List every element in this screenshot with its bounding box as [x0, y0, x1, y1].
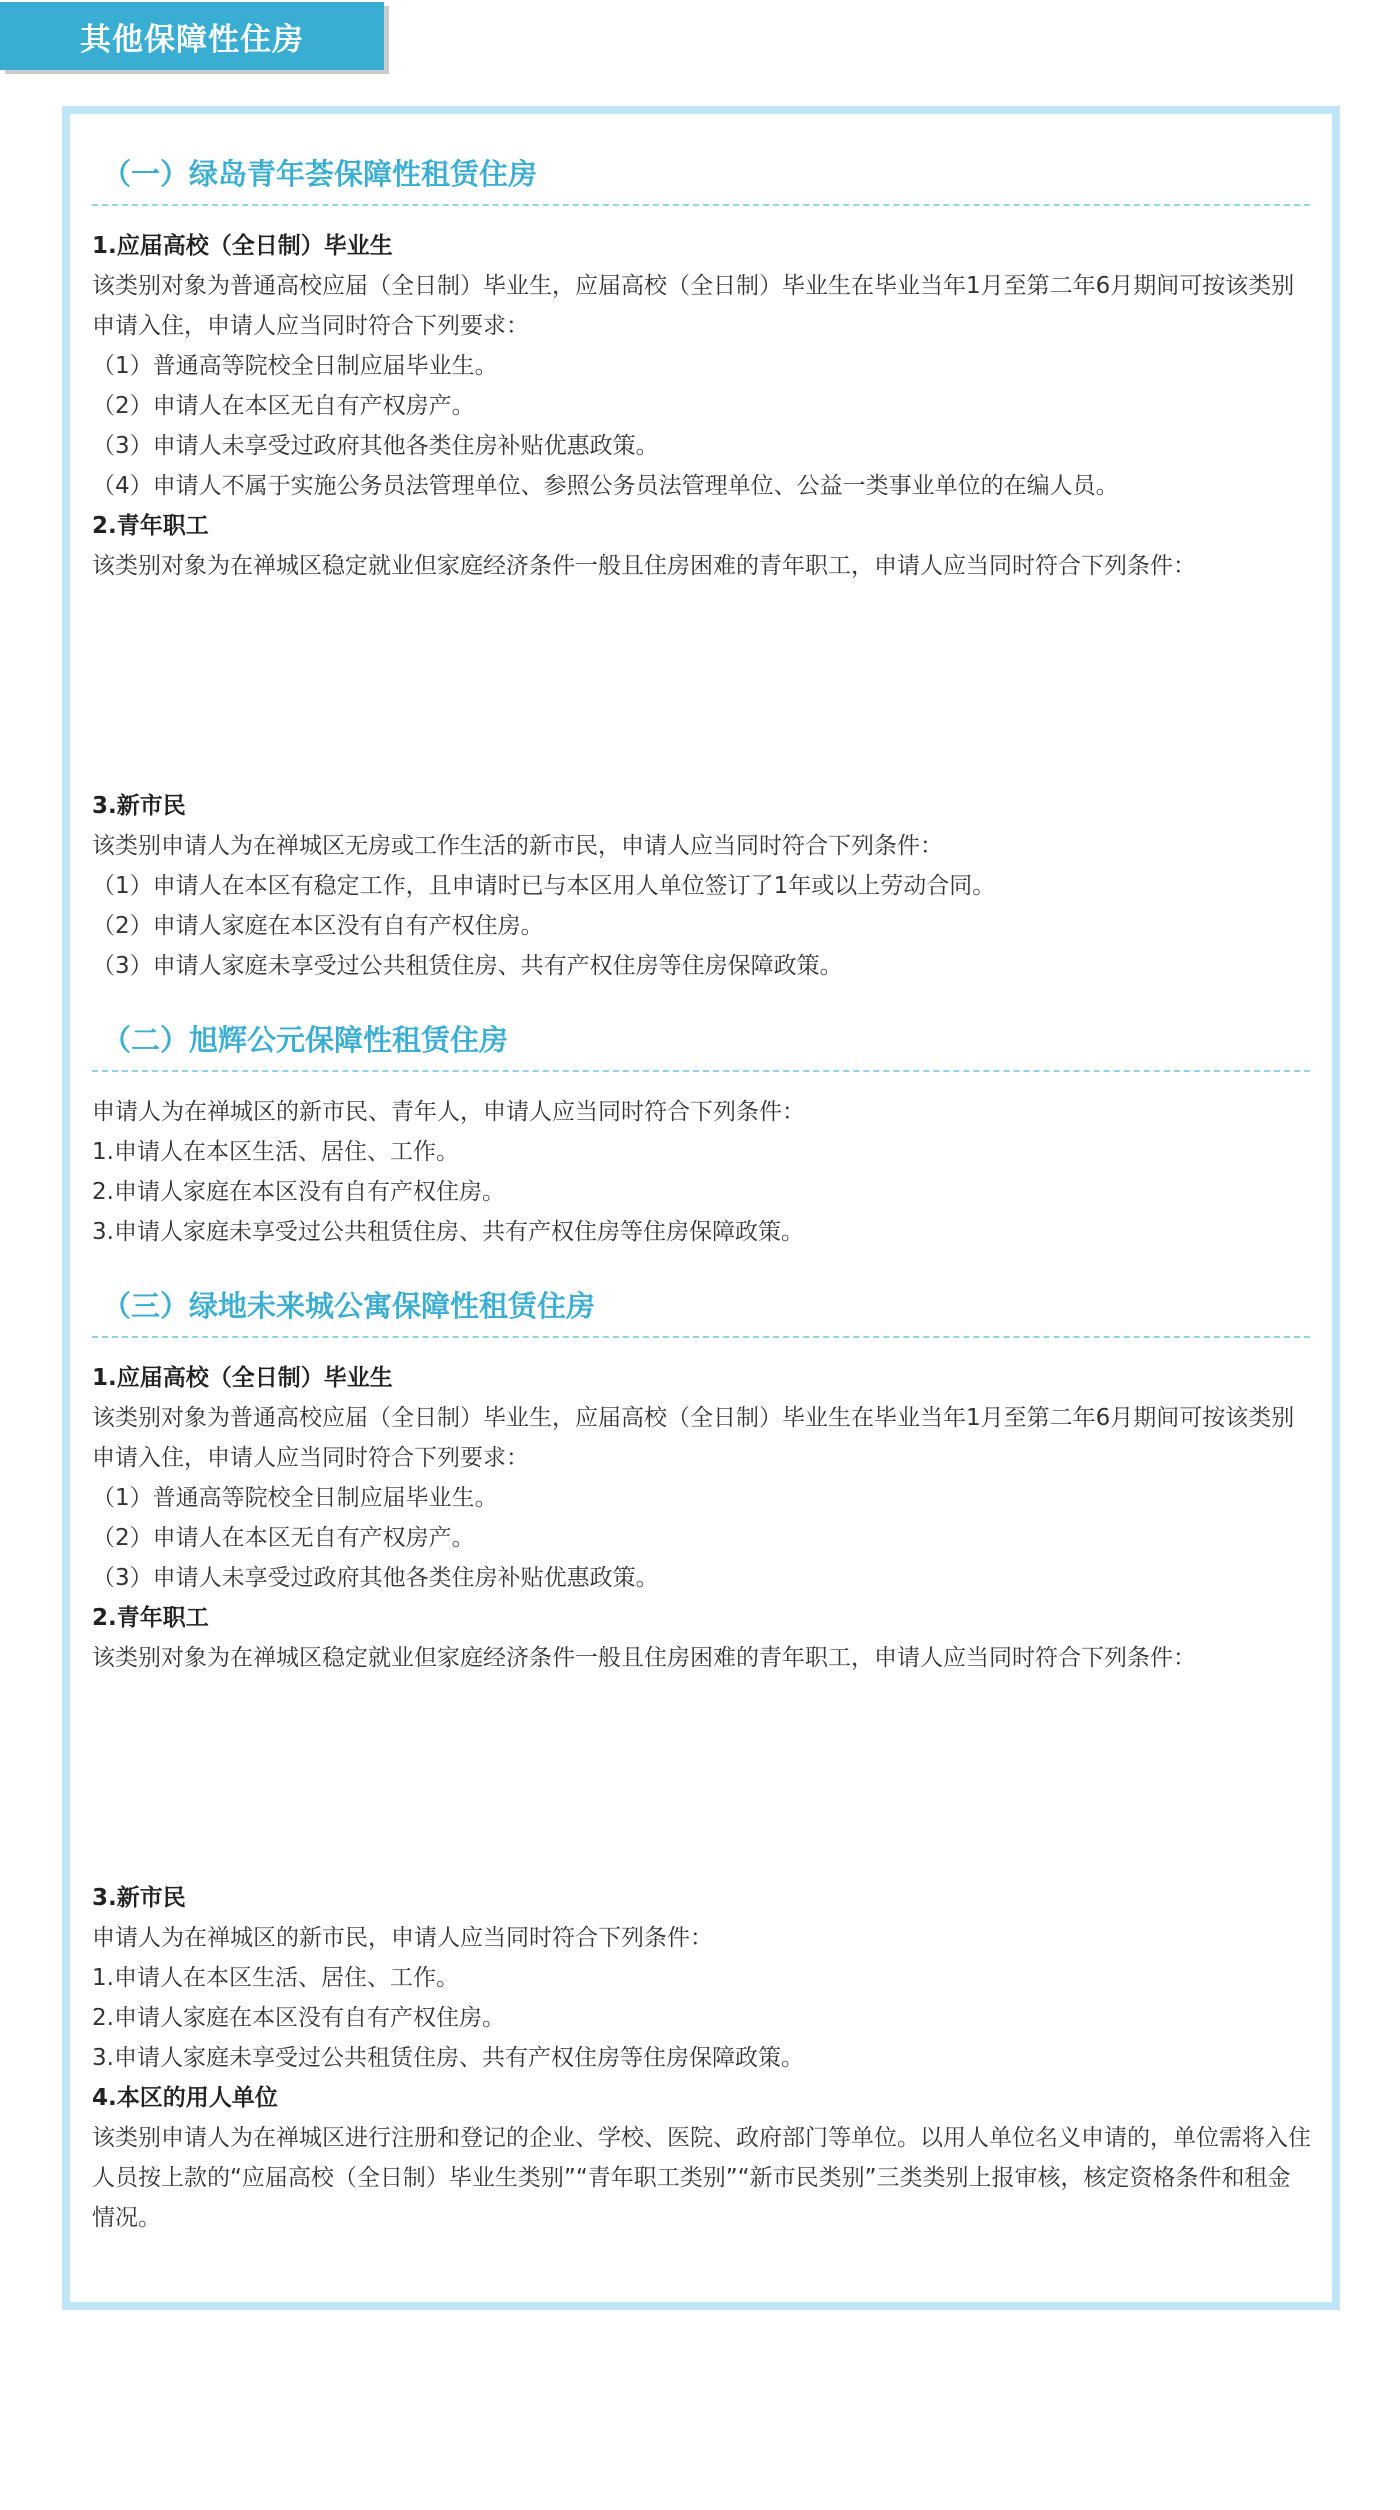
subheading-new-residents: 3.新市民 [92, 793, 186, 819]
subheading-youth-workers: 2.青年职工 [92, 513, 209, 539]
list-item: （3）申请人家庭未享受过公共租赁住房、共有产权住房等住房保障政策。 [92, 953, 843, 979]
list-item: （2）申请人家庭在本区没有自有产权住房。 [92, 913, 544, 939]
section-title: （二）旭辉公元保障性租赁住房 [92, 1010, 1310, 1072]
list-item: 3.申请人家庭未享受过公共租赁住房、共有产权住房等住房保障政策。 [92, 2045, 804, 2071]
list-item: （2）申请人在本区无自有产权房产。 [92, 1525, 475, 1551]
list-item: （1）申请人在本区有稳定工作，且申请时已与本区用人单位签订了1年或以上劳动合同。 [92, 873, 996, 899]
youth-workers-intro: 该类别对象为在禅城区稳定就业但家庭经济条件一般且住房困难的青年职工，申请人应当同时符合下列条件： [92, 553, 1196, 579]
list-item: （2）申请人在本区无自有产权房产。 [92, 393, 475, 419]
list-item: 2.申请人家庭在本区没有自有产权住房。 [92, 1179, 505, 1205]
list-item: 2.申请人家庭在本区没有自有产权住房。 [92, 2005, 505, 2031]
blank-area [92, 1678, 1310, 1878]
page-header-tab [0, 2, 384, 70]
subheading-graduates: 1.应届高校（全日制）毕业生 [92, 233, 393, 259]
subheading-youth-workers: 2.青年职工 [92, 1605, 209, 1631]
new-residents-intro: 该类别申请人为在禅城区无房或工作生活的新市民，申请人应当同时符合下列条件： [92, 833, 943, 859]
section-lvdi [92, 1276, 1310, 2238]
section-xuhui [92, 1010, 1310, 1252]
section-title: （一）绿岛青年荟保障性租赁住房 [92, 144, 1310, 206]
list-item: 1.申请人在本区生活、居住、工作。 [92, 1965, 459, 1991]
page-title: 其他保障性住房 [80, 21, 304, 58]
list-item: （4）申请人不属于实施公务员法管理单位、参照公务员法管理单位、公益一类事业单位的在编人员。 [92, 473, 1119, 499]
section-lvdao [92, 144, 1310, 986]
list-item: 3.申请人家庭未享受过公共租赁住房、共有产权住房等住房保障政策。 [92, 1219, 804, 1245]
subheading-new-residents: 3.新市民 [92, 1885, 186, 1911]
list-item: （1）普通高等院校全日制应届毕业生。 [92, 353, 498, 379]
youth-workers-intro: 该类别对象为在禅城区稳定就业但家庭经济条件一般且住房困难的青年职工，申请人应当同时符合下列条件： [92, 1645, 1196, 1671]
list-item: （1）普通高等院校全日制应届毕业生。 [92, 1485, 498, 1511]
section-intro: 申请人为在禅城区的新市民、青年人，申请人应当同时符合下列条件： [92, 1099, 805, 1125]
list-item: （3）申请人未享受过政府其他各类住房补贴优惠政策。 [92, 1565, 659, 1591]
graduates-intro: 该类别对象为普通高校应届（全日制）毕业生，应届高校（全日制）毕业生在毕业当年1月至第二年6月期间可按该类别申请入住，申请人应当同时符合下列要求： [92, 1405, 1295, 1471]
subheading-employers: 4.本区的用人单位 [92, 2085, 278, 2111]
subheading-graduates: 1.应届高校（全日制）毕业生 [92, 1365, 393, 1391]
blank-area [92, 586, 1310, 786]
list-item: （3）申请人未享受过政府其他各类住房补贴优惠政策。 [92, 433, 659, 459]
employers-intro: 该类别申请人为在禅城区进行注册和登记的企业、学校、医院、政府部门等单位。以用人单位名义申请的，单位需将入住人员按上款的“应届高校（全日制）毕业生类别”“青年职工类别”“新市民类别”三类类别上报审核，核定资格条件和租金情况。 [92, 2125, 1311, 2231]
content-panel [62, 106, 1340, 2310]
graduates-intro: 该类别对象为普通高校应届（全日制）毕业生，应届高校（全日制）毕业生在毕业当年1月至第二年6月期间可按该类别申请入住，申请人应当同时符合下列要求： [92, 273, 1295, 339]
new-residents-intro: 申请人为在禅城区的新市民，申请人应当同时符合下列条件： [92, 1925, 713, 1951]
section-title: （三）绿地未来城公寓保障性租赁住房 [92, 1276, 1310, 1338]
list-item: 1.申请人在本区生活、居住、工作。 [92, 1139, 459, 1165]
